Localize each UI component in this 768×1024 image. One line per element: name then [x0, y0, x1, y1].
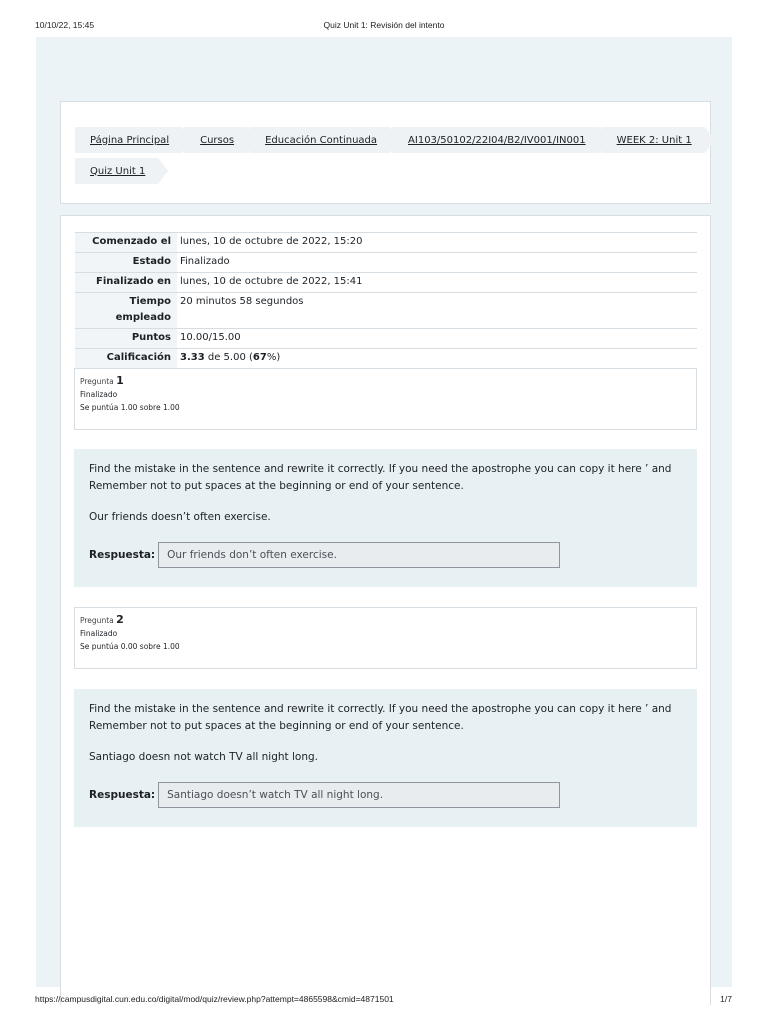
print-page-number: 1/7 — [720, 994, 732, 1004]
question-number: 1 — [116, 374, 124, 387]
question-info-1 — [74, 368, 697, 430]
grade-close: %) — [266, 352, 281, 363]
print-datetime: 10/10/22, 15:45 — [35, 20, 95, 30]
question-sentence: Santiago doesn not watch TV all night long. — [89, 751, 318, 763]
breadcrumb-row — [75, 157, 697, 185]
summary-row — [75, 233, 697, 253]
summary-row — [75, 253, 697, 273]
breadcrumb-row — [75, 126, 697, 154]
time-taken-label: Tiempo empleado — [75, 293, 177, 329]
grade-score: 3.33 — [180, 352, 205, 363]
question-info-2 — [74, 607, 697, 669]
breadcrumb-course-code[interactable]: AI103/50102/22I04/B2/IV001/IN001 — [392, 127, 599, 153]
grade-percent: 67 — [252, 352, 267, 363]
question-number: 2 — [116, 613, 124, 626]
grade-value — [177, 349, 697, 369]
answer-label: Respuesta: — [89, 549, 156, 561]
question-mark: Se puntúa 1.00 sobre 1.00 — [80, 403, 180, 412]
answer-label: Respuesta: — [89, 789, 156, 801]
answer-field[interactable]: Santiago doesn’t watch TV all night long. — [158, 782, 560, 808]
finished-label: Finalizado en — [75, 273, 177, 293]
answer-row — [89, 782, 682, 808]
question-sentence: Our friends doesn’t often exercise. — [89, 511, 271, 523]
time-taken-value: 20 minutos 58 segundos — [180, 296, 304, 307]
breadcrumb-card — [60, 101, 711, 204]
question-status: Finalizado — [80, 390, 118, 399]
breadcrumb-quiz[interactable]: Quiz Unit 1 — [75, 158, 158, 184]
question-text: Find the mistake in the sentence and rewrite it correctly. If you need the apostrophe you can copy it here ’ and Remember not to put spaces at the beginning or end of your sentence. — [89, 703, 672, 732]
question-label: Pregunta — [80, 616, 114, 625]
breadcrumb — [75, 126, 697, 185]
started-value: lunes, 10 de octubre de 2022, 15:20 — [180, 236, 363, 247]
state-label: Estado — [75, 253, 177, 273]
question-mark: Se puntúa 0.00 sobre 1.00 — [80, 642, 180, 651]
question-status: Finalizado — [80, 629, 118, 638]
points-label: Puntos — [75, 329, 177, 349]
breadcrumb-continuing-education[interactable]: Educación Continuada — [249, 127, 390, 153]
breadcrumb-home[interactable]: Página Principal — [75, 127, 182, 153]
print-document-title: Quiz Unit 1: Revisión del intento — [323, 20, 445, 30]
started-label: Comenzado el — [75, 233, 177, 253]
print-url: https://campusdigital.cun.edu.co/digital/mod/quiz/review.php?attempt=4865598&cmid=4871501 — [35, 994, 394, 1004]
points-value: 10.00/15.00 — [180, 332, 241, 343]
summary-row — [75, 273, 697, 293]
question-content-1 — [74, 449, 697, 587]
print-header — [0, 0, 768, 36]
breadcrumb-courses[interactable]: Cursos — [184, 127, 247, 153]
breadcrumb-week[interactable]: WEEK 2: Unit 1 — [601, 127, 705, 153]
answer-row — [89, 542, 682, 568]
grade-label: Calificación — [75, 349, 177, 369]
main-content-card — [60, 215, 711, 1005]
question-label: Pregunta — [80, 377, 114, 386]
grade-of: de 5.00 ( — [207, 352, 253, 363]
attempt-summary-table — [75, 232, 697, 369]
question-text: Find the mistake in the sentence and rewrite it correctly. If you need the apostrophe you can copy it here ’ and Remember not to put spaces at the beginning or end of your sentence. — [89, 463, 672, 492]
state-value: Finalizado — [180, 256, 230, 267]
summary-row — [75, 293, 697, 329]
answer-field[interactable]: Our friends don’t often exercise. — [158, 542, 560, 568]
summary-row — [75, 329, 697, 349]
question-content-2 — [74, 689, 697, 827]
finished-value: lunes, 10 de octubre de 2022, 15:41 — [180, 276, 363, 287]
summary-row — [75, 349, 697, 369]
